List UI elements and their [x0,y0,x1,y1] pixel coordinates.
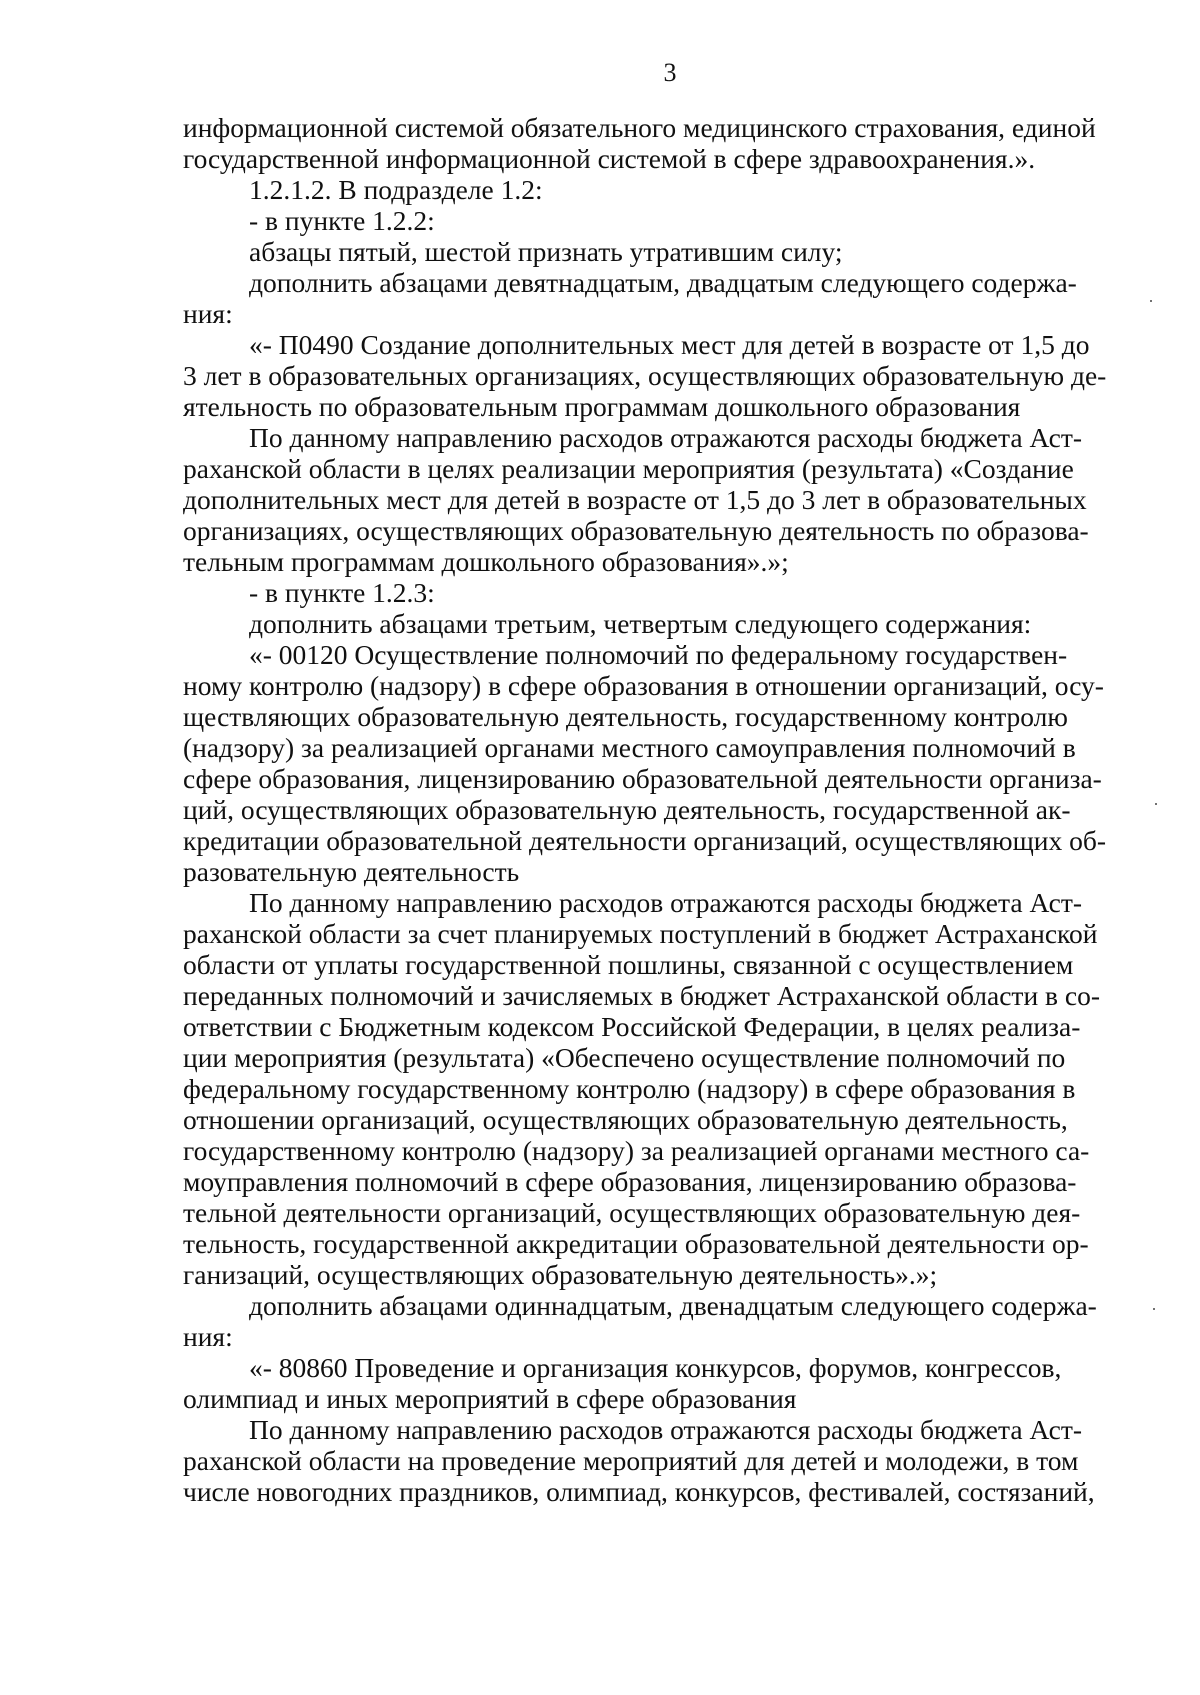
text-line: отношении организаций, осуществляющих образовательную деятельность, [183,1104,1068,1135]
text-line: ния: [183,1321,233,1352]
text-line: числе новогодних праздников, олимпиад, конкурсов, фестивалей, состязаний, [183,1476,1095,1507]
text-line: переданных полномочий и зачисляемых в бюджет Астраханской области в со- [183,980,1101,1011]
text-line: ному контролю (надзору) в сфере образования в отношении организаций, осу- [183,670,1104,701]
text-line: сфере образования, лицензированию образовательной деятельности организа- [183,763,1102,794]
text-line: раханской области в целях реализации мероприятия (результата) «Создание [183,453,1074,484]
text-line: дополнить абзацами одиннадцатым, двенадцатым следующего содержа- [249,1290,1097,1321]
scan-speck [1155,803,1157,805]
scan-speck [1153,1308,1155,1310]
text-line: дополнить абзацами девятнадцатым, двадцатым следующего содержа- [249,267,1077,298]
text-line: - в пункте 1.2.2: [249,205,435,236]
text-line: государственному контролю (надзору) за реализацией органами местного са- [183,1135,1090,1166]
text-line: - в пункте 1.2.3: [249,577,435,608]
text-line: ятельность по образовательным программам дошкольного образования [183,391,1021,422]
text-line: дополнительных мест для детей в возрасте от 1,5 до 3 лет в образовательных [183,484,1087,515]
text-line: «- 00120 Осуществление полномочий по федеральному государствен- [249,639,1068,670]
text-line: абзацы пятый, шестой признать утратившим силу; [249,236,843,267]
text-line: государственной информационной системой в сфере здравоохранения.». [183,143,1036,174]
text-line: ответствии с Бюджетным кодексом Российской Федерации, в целях реализа- [183,1011,1081,1042]
text-line: «- 80860 Проведение и организация конкурсов, форумов, конгрессов, [249,1352,1062,1383]
text-line: (надзору) за реализацией органами местного самоуправления полномочий в [183,732,1076,763]
text-line: организациях, осуществляющих образовательную деятельность по образова- [183,515,1089,546]
text-line: моуправления полномочий в сфере образования, лицензированию образова- [183,1166,1077,1197]
text-line: ции мероприятия (результата) «Обеспечено осуществление полномочий по [183,1042,1066,1073]
text-line: раханской области за счет планируемых поступлений в бюджет Астраханской [183,918,1098,949]
scan-speck [1150,300,1152,302]
text-line: 3 лет в образовательных организациях, осуществляющих образовательную де- [183,360,1107,391]
text-line: тельность, государственной аккредитации образовательной деятельности ор- [183,1228,1089,1259]
text-line: ния: [183,298,233,329]
text-line: области от уплаты государственной пошлины, связанной с осуществлением [183,949,1074,980]
text-line: По данному направлению расходов отражаются расходы бюджета Аст- [249,422,1083,453]
text-line: раханской области на проведение мероприятий для детей и молодежи, в том [183,1445,1079,1476]
text-line: По данному направлению расходов отражаются расходы бюджета Аст- [249,887,1083,918]
text-line: кредитации образовательной деятельности организаций, осуществляющих об- [183,825,1107,856]
text-line: тельной деятельности организаций, осуществляющих образовательную дея- [183,1197,1081,1228]
text-line: «- П0490 Создание дополнительных мест для детей в возрасте от 1,5 до [249,329,1090,360]
text-line: 1.2.1.2. В подразделе 1.2: [249,174,543,205]
text-line: федеральному государственному контролю (надзору) в сфере образования в [183,1073,1076,1104]
page-number: 3 [663,58,677,87]
text-line: тельным программам дошкольного образования».»; [183,546,789,577]
text-line: дополнить абзацами третьим, четвертым следующего содержания: [249,608,1032,639]
text-line: ществляющих образовательную деятельность, государственному контролю [183,701,1068,732]
text-line: ций, осуществляющих образовательную деятельность, государственной ак- [183,794,1071,825]
text-line: информационной системой обязательного медицинского страхования, единой [183,112,1096,143]
text-line: По данному направлению расходов отражаются расходы бюджета Аст- [249,1414,1083,1445]
text-line: разовательную деятельность [183,856,520,887]
text-line: ганизаций, осуществляющих образовательную деятельность».»; [183,1259,938,1290]
text-line: олимпиад и иных мероприятий в сфере образования [183,1383,797,1414]
